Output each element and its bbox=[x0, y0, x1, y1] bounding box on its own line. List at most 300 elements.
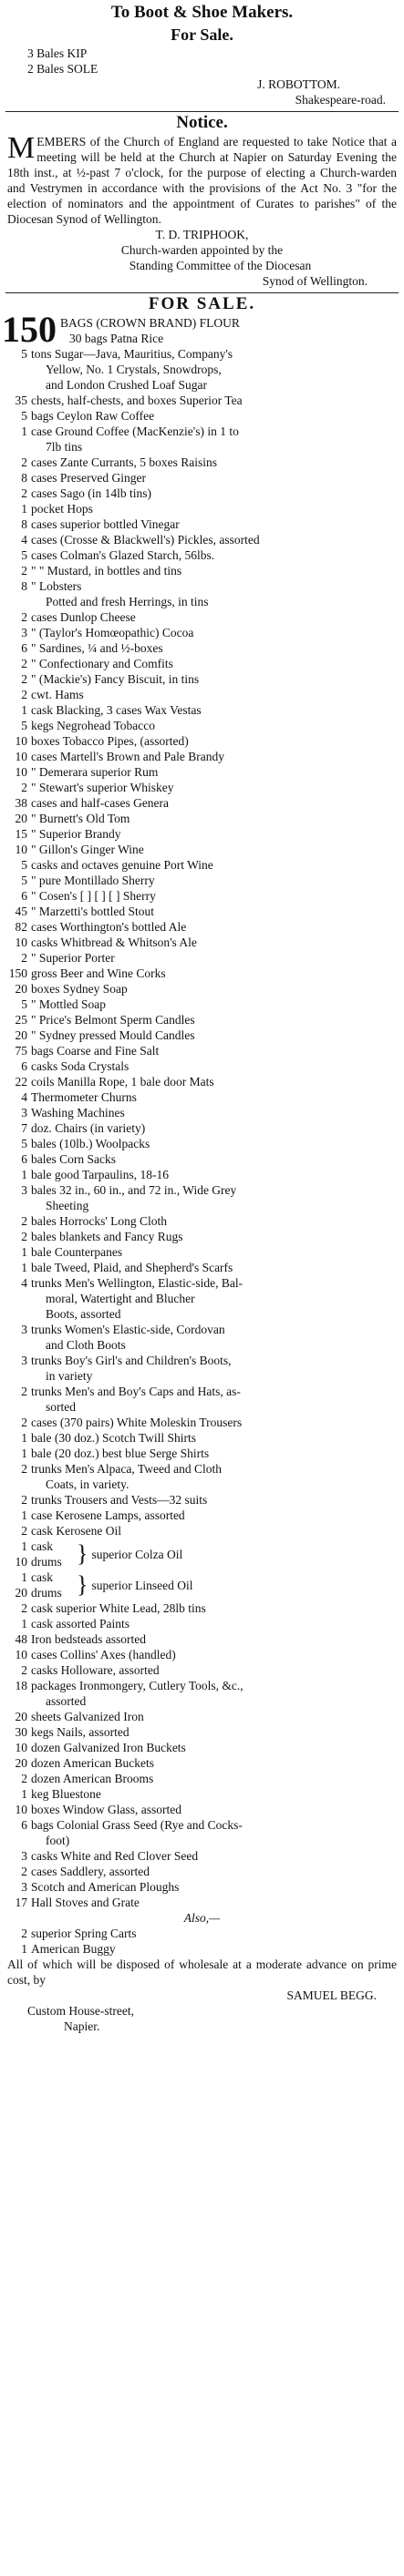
item-quantity bbox=[0, 1477, 31, 1492]
item-quantity: 10 bbox=[15, 843, 27, 856]
item-text: " Superior Brandy bbox=[31, 827, 121, 841]
item-quantity: 20 bbox=[15, 812, 27, 825]
list-item bbox=[0, 656, 404, 671]
item-quantity: 1 bbox=[21, 703, 27, 717]
item-text: superior Spring Carts bbox=[31, 1927, 137, 1940]
drop-cap: M bbox=[7, 131, 36, 165]
item-text: casks Soda Crystals bbox=[31, 1059, 129, 1073]
list-item bbox=[0, 1074, 404, 1089]
list-item bbox=[0, 873, 404, 888]
item-text: kegs Negrohead Tobacco bbox=[31, 719, 156, 732]
list-item bbox=[0, 981, 404, 997]
item-text: bags Colonial Grass Seed (Rye and Cocks- bbox=[31, 1818, 243, 1832]
list-item bbox=[0, 764, 404, 780]
list-item bbox=[0, 501, 404, 516]
notice-body bbox=[0, 131, 404, 227]
brace-mark: } bbox=[77, 1540, 88, 1567]
list-item bbox=[0, 1446, 404, 1461]
item-quantity: 2 bbox=[21, 610, 27, 624]
item-text: Washing Machines bbox=[31, 1106, 125, 1119]
item-text: cases Martell's Brown and Pale Brandy bbox=[31, 750, 225, 763]
item-quantity: 1 bbox=[21, 1539, 27, 1553]
list-item bbox=[0, 1631, 404, 1647]
item-text: cases Worthington's bottled Ale bbox=[31, 920, 187, 934]
list-item bbox=[0, 609, 404, 625]
item-text: superior Linseed Oil bbox=[91, 1578, 193, 1592]
item-text: boxes Tobacco Pipes, (assorted) bbox=[31, 734, 189, 748]
item-unit: cask bbox=[31, 1539, 53, 1553]
item-quantity: 3 bbox=[21, 1106, 27, 1119]
item-quantity: 2 bbox=[21, 564, 27, 578]
list-item bbox=[0, 1120, 404, 1136]
list-item bbox=[0, 1786, 404, 1802]
item-quantity: 22 bbox=[15, 1075, 27, 1089]
list-item bbox=[0, 408, 404, 424]
item-text: case Ground Coffee (MacKenzie's) in 1 to bbox=[31, 424, 239, 438]
item-text: dozen American Buckets bbox=[31, 1756, 154, 1770]
ad-title: To Boot & Shoe Makers. bbox=[110, 3, 294, 22]
item-quantity: 3 bbox=[21, 1880, 27, 1894]
item-text: Coats, in variety. bbox=[46, 1477, 129, 1491]
list-item bbox=[0, 1693, 404, 1709]
list-item bbox=[0, 1399, 404, 1415]
item-quantity: 10 bbox=[15, 750, 27, 763]
item-text: trunks Trousers and Vests—32 suits bbox=[31, 1493, 208, 1507]
item-quantity: 10 bbox=[15, 1741, 27, 1754]
item-text: cask assorted Paints bbox=[31, 1617, 129, 1630]
item-quantity bbox=[0, 362, 31, 377]
item-text: " (Mackie's) Fancy Biscuit, in tins bbox=[31, 672, 200, 686]
list-item bbox=[0, 424, 404, 439]
item-text: bale Tweed, Plaid, and Shepherd's Scarfs bbox=[31, 1261, 233, 1274]
item-text: trunks Men's Alpaca, Tweed and Cloth bbox=[31, 1462, 222, 1476]
list-item bbox=[0, 1244, 404, 1260]
item-quantity: 3 bbox=[21, 1849, 27, 1863]
item-text: case Kerosene Lamps, assorted bbox=[31, 1508, 185, 1522]
oil-item bbox=[0, 1569, 404, 1600]
list-item bbox=[0, 1012, 404, 1027]
item-list bbox=[0, 1926, 404, 1957]
item-quantity: 20 bbox=[15, 1586, 27, 1600]
item-quantity: 2 bbox=[21, 1385, 27, 1398]
item-quantity bbox=[0, 1399, 31, 1415]
item-text: " Mottled Soap bbox=[31, 997, 107, 1011]
list-item bbox=[0, 362, 404, 377]
sale-signature: SAMUEL BEGG. bbox=[286, 1988, 377, 2002]
list-item bbox=[0, 1600, 404, 1616]
list-item bbox=[0, 904, 404, 919]
list-item bbox=[0, 671, 404, 687]
list-item bbox=[0, 826, 404, 842]
item-text: " " Mustard, in bottles and tins bbox=[31, 564, 182, 578]
list-item bbox=[0, 1182, 404, 1198]
item-text: " Price's Belmont Sperm Candles bbox=[31, 1013, 195, 1027]
list-item bbox=[0, 1353, 404, 1368]
item-quantity: 3 bbox=[21, 1354, 27, 1367]
item-quantity: 15 bbox=[15, 827, 27, 841]
item-quantity bbox=[0, 1291, 31, 1306]
lead-text: BAGS (CROWN BRAND) FLOUR bbox=[60, 316, 240, 330]
list-item bbox=[0, 1477, 404, 1492]
item-quantity: 1 bbox=[21, 1261, 27, 1274]
item-text: cask superior White Lead, 28lb tins bbox=[31, 1601, 206, 1615]
list-item bbox=[0, 687, 404, 702]
list-item bbox=[0, 702, 404, 718]
item-text: " Confectionary and Comfits bbox=[31, 657, 173, 670]
list-item bbox=[0, 1151, 404, 1167]
notice-signature: T. D. TRIPHOOK, bbox=[155, 228, 249, 241]
list-item bbox=[0, 625, 404, 640]
item-quantity: 2 bbox=[21, 1493, 27, 1507]
lead-quantity: 150 bbox=[2, 309, 57, 350]
item-text: moral, Watertight and Blucher bbox=[46, 1292, 195, 1305]
list-item bbox=[0, 1709, 404, 1724]
list-item bbox=[0, 377, 404, 393]
list-item bbox=[0, 1523, 404, 1538]
list-item bbox=[0, 811, 404, 826]
list-item bbox=[0, 1043, 404, 1058]
item-quantity: 3 bbox=[21, 626, 27, 639]
list-item bbox=[0, 1926, 404, 1941]
boot-shoe-ad bbox=[0, 0, 404, 107]
sale-address: Custom House-street, bbox=[27, 2004, 134, 2018]
item-quantity: 1 bbox=[21, 1617, 27, 1630]
item-quantity: 4 bbox=[21, 1090, 27, 1104]
item-quantity: 30 bbox=[15, 1725, 27, 1739]
list-item bbox=[0, 997, 404, 1012]
notice-title: Notice. bbox=[176, 113, 228, 132]
item-text: dozen American Brooms bbox=[31, 1772, 154, 1785]
church-notice bbox=[0, 112, 404, 289]
list-item bbox=[0, 1136, 404, 1151]
item-text: Potted and fresh Herrings, in tins bbox=[46, 595, 209, 608]
item-quantity: 1 bbox=[21, 1431, 27, 1445]
item-text: bales Corn Sacks bbox=[31, 1152, 116, 1166]
list-item bbox=[0, 578, 404, 594]
item-quantity: 6 bbox=[21, 641, 27, 655]
item-quantity: 8 bbox=[21, 517, 27, 531]
item-unit: cask bbox=[31, 1570, 53, 1584]
item-quantity: 2 bbox=[21, 781, 27, 794]
item-text: bales (10lb.) Woolpacks bbox=[31, 1137, 150, 1150]
item-text: bale good Tarpaulins, 18-16 bbox=[31, 1168, 170, 1181]
item-text: trunks Women's Elastic-side, Cordovan bbox=[31, 1323, 225, 1336]
item-quantity: 1 bbox=[21, 424, 27, 438]
list-item bbox=[0, 733, 404, 749]
list-item bbox=[0, 1755, 404, 1771]
list-item bbox=[0, 439, 404, 455]
list-item bbox=[0, 935, 404, 950]
item-text: pocket Hops bbox=[31, 502, 93, 516]
item-text: tons Sugar—Java, Mauritius, Company's bbox=[31, 347, 233, 361]
item-quantity: 6 bbox=[21, 1152, 27, 1166]
item-text: " pure Montillado Sherry bbox=[31, 874, 155, 887]
item-quantity: 8 bbox=[21, 471, 27, 485]
lead-subtext: 30 bags Patna Rice bbox=[69, 332, 164, 345]
item-text: " Sydney pressed Mould Candles bbox=[31, 1028, 195, 1042]
item-quantity: 1 bbox=[21, 1508, 27, 1522]
item-text: boxes Sydney Soap bbox=[31, 982, 128, 996]
list-item bbox=[0, 1213, 404, 1229]
list-item bbox=[0, 346, 404, 362]
item-quantity: 6 bbox=[21, 889, 27, 903]
item-quantity: 2 bbox=[21, 486, 27, 500]
item-quantity: 18 bbox=[15, 1679, 27, 1692]
item-text: " Marzetti's bottled Stout bbox=[31, 905, 155, 918]
item-text: and London Crushed Loaf Sugar bbox=[46, 378, 207, 392]
item-text: " Stewart's superior Whiskey bbox=[31, 781, 174, 794]
ad-signature: J. ROBOTTOM. bbox=[257, 77, 340, 91]
item-quantity: 25 bbox=[15, 1013, 27, 1027]
list-item bbox=[0, 1864, 404, 1879]
item-text: cwt. Hams bbox=[31, 688, 84, 701]
item-text: packages Ironmongery, Cutlery Tools, &c., bbox=[31, 1679, 243, 1692]
item-quantity: 2 bbox=[21, 1927, 27, 1940]
item-quantity: 5 bbox=[21, 548, 27, 562]
item-quantity: 6 bbox=[21, 1818, 27, 1832]
list-item bbox=[0, 486, 404, 501]
item-quantity: 2 bbox=[21, 455, 27, 469]
list-item bbox=[0, 842, 404, 857]
ad-line: 2 Bales SOLE bbox=[27, 62, 98, 76]
item-text: sorted bbox=[46, 1400, 76, 1414]
item-text: " Superior Porter bbox=[31, 951, 115, 965]
list-item bbox=[0, 1322, 404, 1337]
item-text: Sheeting bbox=[46, 1199, 89, 1212]
notice-sig-line: Synod of Wellington. bbox=[262, 274, 368, 288]
list-item bbox=[0, 1616, 404, 1631]
item-text: boxes Window Glass, assorted bbox=[31, 1803, 181, 1816]
list-item bbox=[0, 1941, 404, 1957]
item-list bbox=[0, 346, 404, 1538]
list-item bbox=[0, 563, 404, 578]
list-item bbox=[0, 393, 404, 408]
item-quantity: 2 bbox=[21, 1230, 27, 1243]
list-item bbox=[0, 1461, 404, 1477]
item-text: " (Taylor's Homœopathic) Cocoa bbox=[31, 626, 194, 639]
item-text: sheets Galvanized Iron bbox=[31, 1710, 144, 1723]
list-item bbox=[0, 532, 404, 547]
ad-line: 3 Bales KIP bbox=[27, 46, 88, 60]
item-text: keg Bluestone bbox=[31, 1787, 101, 1801]
item-text: cases Preserved Ginger bbox=[31, 471, 146, 485]
item-quantity: 1 bbox=[21, 1942, 27, 1956]
sale-address-town: Napier. bbox=[64, 2019, 100, 2033]
item-text: in variety bbox=[46, 1369, 93, 1383]
oil-item bbox=[0, 1538, 404, 1569]
item-text: " Demerara superior Rum bbox=[31, 765, 159, 779]
item-quantity: 82 bbox=[15, 920, 27, 934]
item-quantity: 45 bbox=[15, 905, 27, 918]
list-item bbox=[0, 1848, 404, 1864]
item-quantity: 1 bbox=[21, 502, 27, 516]
item-quantity: 10 bbox=[15, 1555, 27, 1569]
list-item bbox=[0, 1430, 404, 1446]
list-item bbox=[0, 640, 404, 656]
item-text: coils Manilla Rope, 1 bale door Mats bbox=[31, 1075, 214, 1089]
item-text: Yellow, No. 1 Crystals, Snowdrops, bbox=[46, 363, 222, 376]
list-item bbox=[0, 1229, 404, 1244]
item-text: " Lobsters bbox=[31, 579, 82, 593]
list-item bbox=[0, 1647, 404, 1662]
list-item bbox=[0, 1771, 404, 1786]
item-text: bale Counterpanes bbox=[31, 1245, 123, 1259]
item-quantity: 48 bbox=[15, 1632, 27, 1646]
list-item bbox=[0, 795, 404, 811]
item-text: bale (20 doz.) best blue Serge Shirts bbox=[31, 1446, 210, 1460]
list-item bbox=[0, 1167, 404, 1182]
item-text: American Buggy bbox=[31, 1942, 116, 1956]
item-quantity: 4 bbox=[21, 533, 27, 547]
item-quantity: 35 bbox=[15, 394, 27, 407]
item-text: chests, half-chests, and boxes Superior Tea bbox=[31, 394, 243, 407]
item-quantity: 3 bbox=[21, 1323, 27, 1336]
list-item bbox=[0, 1027, 404, 1043]
item-quantity: 5 bbox=[21, 874, 27, 887]
item-quantity: 2 bbox=[21, 1214, 27, 1228]
item-unit: drums bbox=[31, 1586, 62, 1600]
list-item bbox=[0, 1105, 404, 1120]
list-item bbox=[0, 1291, 404, 1306]
item-quantity: 20 bbox=[15, 1710, 27, 1723]
item-text: cases Collins' Axes (handled) bbox=[31, 1648, 176, 1661]
list-item bbox=[0, 1337, 404, 1353]
item-list bbox=[0, 1600, 404, 1910]
item-unit: drums bbox=[31, 1555, 62, 1569]
oil-list bbox=[0, 1538, 404, 1600]
item-text: cases Sago (in 14lb tins) bbox=[31, 486, 151, 500]
list-item bbox=[0, 1662, 404, 1678]
item-quantity: 2 bbox=[21, 688, 27, 701]
item-text: trunks Boy's Girl's and Children's Boots, bbox=[31, 1354, 232, 1367]
notice-text: EMBERS of the Church of England are requested to take Notice that a meeting will be held at the Church at Napier on Saturday Evening the 18th inst., at ½-past 7 o'clock, for the purpose of electing a Church-warden and Vestrymen in accordance with the provisions of the Act No. 3 "for the election of nominators and the appointment of Curates to parishes" of the Diocesan Synod of Wellington. bbox=[7, 135, 397, 226]
item-text: cases Zante Currants, 5 boxes Raisins bbox=[31, 455, 217, 469]
item-text: cases superior bottled Vinegar bbox=[31, 517, 180, 531]
item-quantity bbox=[0, 377, 31, 393]
list-item bbox=[0, 1492, 404, 1508]
item-text: " Cosen's [ ] [ ] [ ] Sherry bbox=[31, 889, 156, 903]
item-text: cases (370 pairs) White Moleskin Trousers bbox=[31, 1416, 243, 1429]
list-item bbox=[0, 888, 404, 904]
item-text: Hall Stoves and Grate bbox=[31, 1896, 140, 1909]
item-quantity bbox=[0, 1306, 31, 1322]
item-quantity: 75 bbox=[15, 1044, 27, 1058]
list-item bbox=[0, 749, 404, 764]
item-quantity bbox=[0, 1833, 31, 1848]
item-quantity: 6 bbox=[21, 1059, 27, 1073]
also-label: Also,— bbox=[183, 1911, 221, 1925]
item-text: assorted bbox=[46, 1694, 87, 1708]
item-text: casks and octaves genuine Port Wine bbox=[31, 858, 213, 872]
item-text: bags Ceylon Raw Coffee bbox=[31, 409, 155, 423]
closing-text: All of which will be disposed of wholesale at a moderate advance on prime cost, by bbox=[7, 1958, 397, 1987]
item-quantity: 10 bbox=[15, 734, 27, 748]
item-quantity: 2 bbox=[21, 657, 27, 670]
item-quantity: 7 bbox=[21, 1121, 27, 1135]
list-item bbox=[0, 1368, 404, 1384]
item-quantity: 2 bbox=[21, 1416, 27, 1429]
sale-title: FOR SALE. bbox=[148, 294, 256, 313]
item-quantity: 10 bbox=[15, 1803, 27, 1816]
item-text: Thermometer Churns bbox=[31, 1090, 137, 1104]
item-quantity: 2 bbox=[21, 1663, 27, 1677]
item-quantity: 1 bbox=[21, 1245, 27, 1259]
item-quantity: 2 bbox=[21, 1772, 27, 1785]
item-quantity: 38 bbox=[15, 796, 27, 810]
item-quantity bbox=[0, 594, 31, 609]
item-quantity: 5 bbox=[21, 997, 27, 1011]
list-item bbox=[0, 547, 404, 563]
item-text: bales blankets and Fancy Rugs bbox=[31, 1230, 183, 1243]
item-text: cases Saddlery, assorted bbox=[31, 1865, 150, 1878]
item-text: dozen Galvanized Iron Buckets bbox=[31, 1741, 186, 1754]
list-item bbox=[0, 1895, 404, 1910]
item-quantity: 17 bbox=[15, 1896, 27, 1909]
for-sale-ad bbox=[0, 293, 404, 2034]
item-quantity: 8 bbox=[21, 579, 27, 593]
item-text: cases (Crosse & Blackwell's) Pickles, assorted bbox=[31, 533, 260, 547]
list-item bbox=[0, 1415, 404, 1430]
item-quantity: 20 bbox=[15, 1028, 27, 1042]
list-item bbox=[0, 1508, 404, 1523]
sale-lead bbox=[0, 309, 404, 350]
list-item bbox=[0, 1198, 404, 1213]
ad-subtitle: For Sale. bbox=[171, 26, 233, 44]
list-item bbox=[0, 1306, 404, 1322]
list-item bbox=[0, 1817, 404, 1833]
item-text: doz. Chairs (in variety) bbox=[31, 1121, 146, 1135]
item-text: cases Dunlop Cheese bbox=[31, 610, 136, 624]
item-text: cask Kerosene Oil bbox=[31, 1524, 121, 1538]
item-quantity: 10 bbox=[15, 1648, 27, 1661]
item-text: casks Holloware, assorted bbox=[31, 1663, 160, 1677]
item-text: trunks Men's and Boy's Caps and Hats, as- bbox=[31, 1385, 241, 1398]
item-text: " Gillon's Ginger Wine bbox=[31, 843, 144, 856]
list-item bbox=[0, 1678, 404, 1693]
list-item bbox=[0, 1089, 404, 1105]
ad-signature-place: Shakespeare-road. bbox=[295, 93, 386, 107]
item-quantity: 2 bbox=[21, 951, 27, 965]
list-item bbox=[0, 455, 404, 470]
list-item bbox=[0, 1058, 404, 1074]
list-item bbox=[0, 966, 404, 981]
item-quantity bbox=[0, 1693, 31, 1709]
list-item bbox=[0, 470, 404, 486]
list-item bbox=[0, 1879, 404, 1895]
list-item bbox=[0, 919, 404, 935]
item-text: casks White and Red Clover Seed bbox=[31, 1849, 199, 1863]
item-quantity: 20 bbox=[15, 1756, 27, 1770]
item-text: bales 32 in., 60 in., and 72 in., Wide Grey bbox=[31, 1183, 237, 1197]
list-item bbox=[0, 1384, 404, 1399]
item-quantity: 1 bbox=[21, 1570, 27, 1584]
notice-sig-line: Church-warden appointed by the bbox=[120, 243, 284, 257]
item-quantity: 5 bbox=[21, 347, 27, 361]
item-text: bale (30 doz.) Scotch Twill Shirts bbox=[31, 1431, 197, 1445]
item-quantity: 4 bbox=[21, 1276, 27, 1290]
item-text: Scotch and American Ploughs bbox=[31, 1880, 180, 1894]
list-item bbox=[0, 1275, 404, 1291]
item-quantity: 2 bbox=[21, 1524, 27, 1538]
item-quantity bbox=[0, 1337, 31, 1353]
item-text: kegs Nails, assorted bbox=[31, 1725, 129, 1739]
item-quantity: 2 bbox=[21, 1462, 27, 1476]
list-item bbox=[0, 950, 404, 966]
item-quantity: 2 bbox=[21, 1865, 27, 1878]
item-quantity bbox=[0, 1368, 31, 1384]
item-text: and Cloth Boots bbox=[46, 1338, 126, 1352]
item-quantity: 3 bbox=[21, 1183, 27, 1197]
